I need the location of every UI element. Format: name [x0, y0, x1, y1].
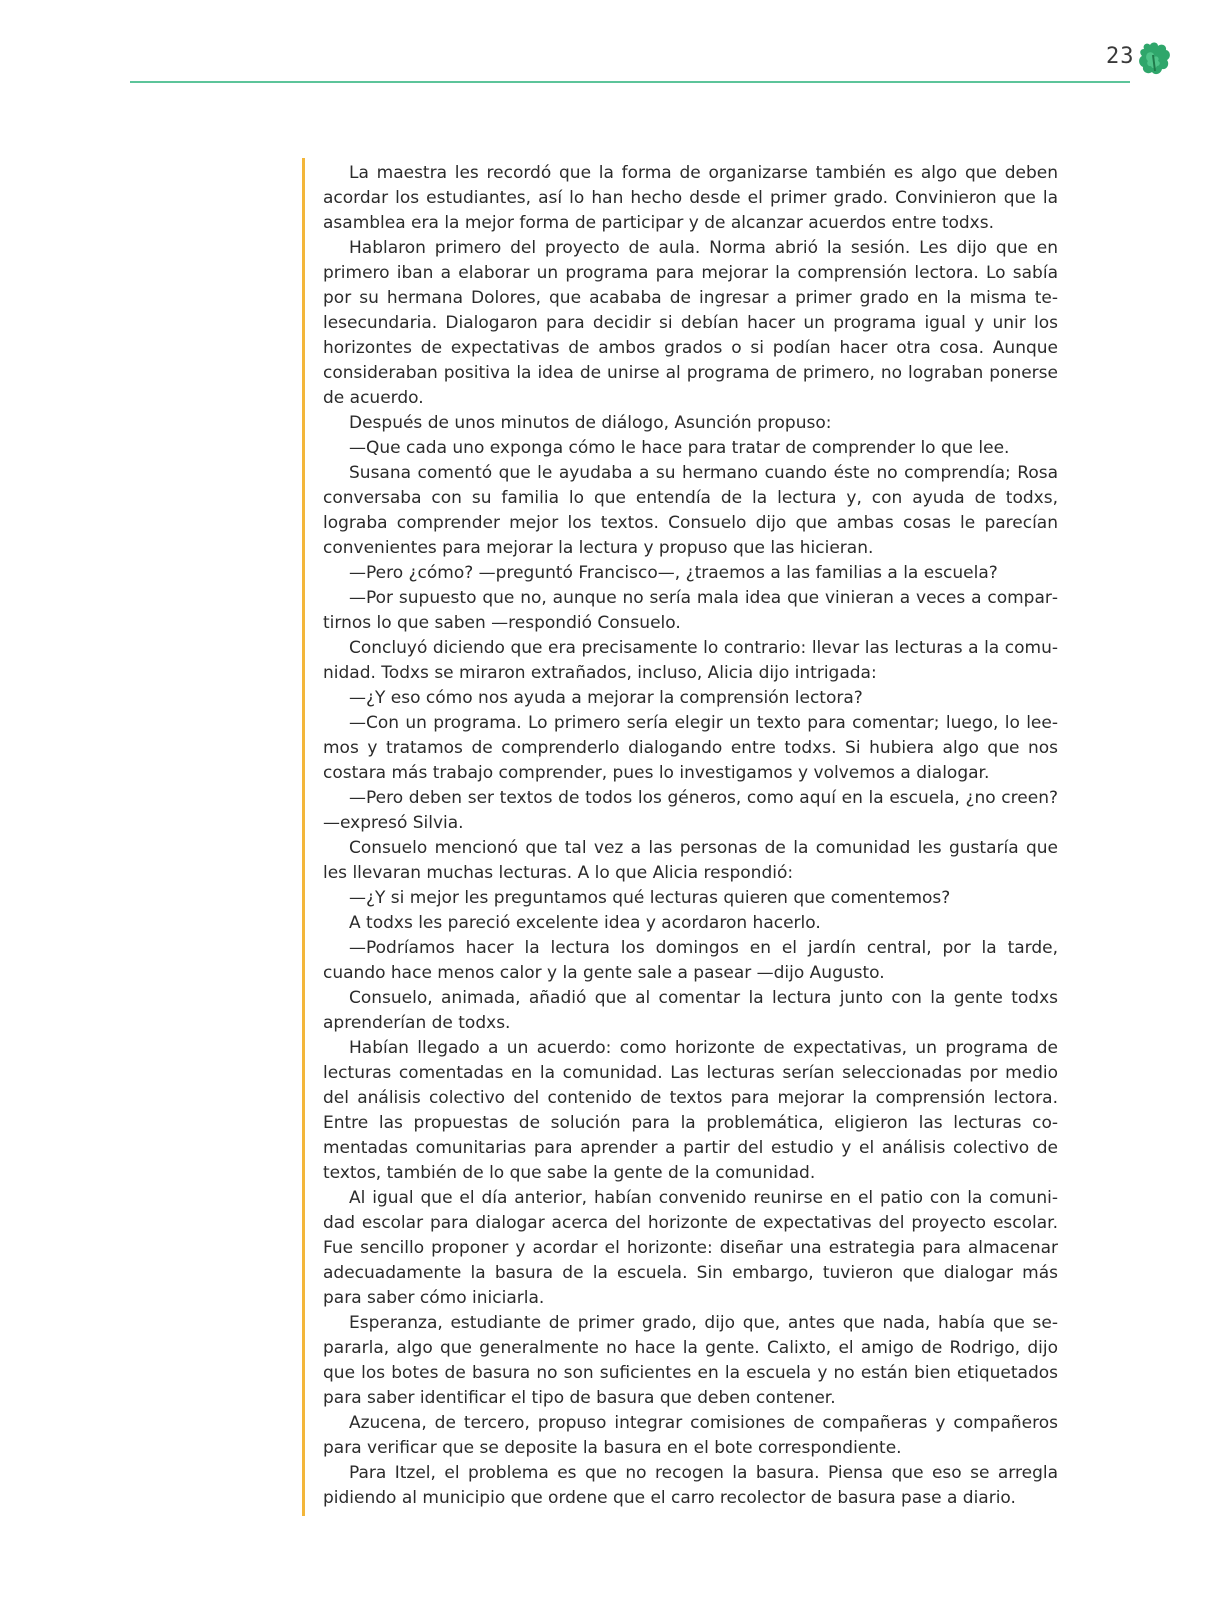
paragraph: —Podríamos hacer la lectura los domingos en el jardín central, por la tarde, cuando hace menos calor y la gente sale a pasear —dijo Augusto.	[323, 938, 1058, 983]
paragraph: Después de unos minutos de diálogo, Asunción propuso:	[349, 413, 832, 433]
paragraph: —¿Y si mejor les preguntamos qué lecturas quieren que comentemos?	[349, 888, 951, 908]
page-number: 23	[1106, 44, 1135, 69]
paragraph: Hablaron primero del proyecto de aula. Norma abrió la sesión. Les dijo que en primero iban a elaborar un programa para mejorar la comprensión lectora. Lo sabía por su hermana Dolores, que acababa de ingresar a primer grado en la misma telesecundaria. Dialogaron para decidir si debían hacer un programa igual y unir los horizontes de expectativas de ambos grados o si podían hacer otra cosa. Aunque consideraban positiva la idea de unirse al programa de primero, no lograban ponerse de acuerdo.	[323, 238, 1058, 408]
paragraph: A todxs les pareció excelente idea y acordaron hacerlo.	[349, 913, 821, 933]
paragraph: —Con un programa. Lo primero sería elegir un texto para comentar; luego, lo leemos y tratamos de comprenderlo dialogando entre todxs. Si hubiera algo que nos costara más trabajo comprender, pues lo investigamos y volvemos a dialogar.	[323, 713, 1058, 783]
paragraph: —Pero ¿cómo? —preguntó Francisco—, ¿traemos a las familias a la escuela?	[349, 563, 998, 583]
paragraph: Al igual que el día anterior, habían convenido reunirse en el patio con la comunidad escolar para dialogar acerca del horizonte de expectativas del proyecto escolar. Fue sencillo proponer y acordar el horizonte: diseñar una estrategia para almacenar adecuadamente la basura de la escuela. Sin embargo, tuvieron que dialogar más para saber cómo iniciarla.	[323, 1188, 1058, 1308]
paragraph: —Pero deben ser textos de todos los géneros, como aquí en la escuela, ¿no creen? —expresó Silvia.	[323, 788, 1058, 833]
paragraph: —Que cada uno exponga cómo le hace para tratar de comprender lo que lee.	[349, 438, 1010, 458]
paragraph: Consuelo, animada, añadió que al comentar la lectura junto con la gente todxs aprenderían de todxs.	[323, 988, 1058, 1033]
body-text	[323, 161, 1058, 1511]
paragraph: Consuelo mencionó que tal vez a las personas de la comunidad les gustaría que les llevaran muchas lecturas. A lo que Alicia respondió:	[323, 838, 1058, 883]
green-leaf-logo-icon	[1138, 41, 1172, 77]
paragraph: —¿Y eso cómo nos ayuda a mejorar la comprensión lectora?	[349, 688, 863, 708]
paragraph: Para Itzel, el problema es que no recogen la basura. Piensa que eso se arregla pidiendo al municipio que ordene que el carro recolector de basura pase a diario.	[323, 1463, 1058, 1508]
paragraph: Susana comentó que le ayudaba a su hermano cuando éste no comprendía; Rosa conversaba con su familia lo que entendía de la lectura y, con ayuda de todxs, lograba comprender mejor los textos. Consuelo dijo que ambas cosas le parecían convenientes para mejorar la lectura y propuso que las hicieran.	[323, 463, 1058, 558]
page-header	[0, 0, 1214, 90]
header-rule	[130, 81, 1130, 83]
left-accent-bar	[302, 158, 305, 1516]
paragraph: Concluyó diciendo que era precisamente lo contrario: llevar las lecturas a la comunidad. Todxs se miraron extrañados, incluso, Alicia dijo intrigada:	[323, 638, 1058, 683]
paragraph: Azucena, de tercero, propuso integrar comisiones de compañeras y compañeros para verificar que se deposite la basura en el bote correspondiente.	[323, 1413, 1058, 1458]
paragraph: La maestra les recordó que la forma de organizarse también es algo que deben acordar los estudiantes, así lo han hecho desde el primer grado. Convinieron que la asamblea era la mejor forma de participar y de alcanzar acuerdos entre todxs.	[323, 163, 1058, 233]
paragraph: Esperanza, estudiante de primer grado, dijo que, antes que nada, había que separarla, algo que generalmente no hace la gente. Calixto, el amigo de Rodrigo, dijo que los botes de basura no son suficientes en la escuela y no están bien etiquetados para saber identificar el tipo de basura que deben contener.	[323, 1313, 1058, 1408]
paragraph: Habían llegado a un acuerdo: como horizonte de expectativas, un programa de lecturas comentadas en la comunidad. Las lecturas serían seleccionadas por medio del análisis colectivo del contenido de textos para mejorar la comprensión lectora. Entre las propuestas de solución para la problemática, eligieron las lecturas comentadas comunitarias para aprender a partir del estudio y el análisis colectivo de textos, también de lo que sabe la gente de la comunidad.	[323, 1038, 1058, 1183]
paragraph: —Por supuesto que no, aunque no sería mala idea que vinieran a veces a compartirnos lo que saben —respondió Consuelo.	[323, 588, 1058, 633]
